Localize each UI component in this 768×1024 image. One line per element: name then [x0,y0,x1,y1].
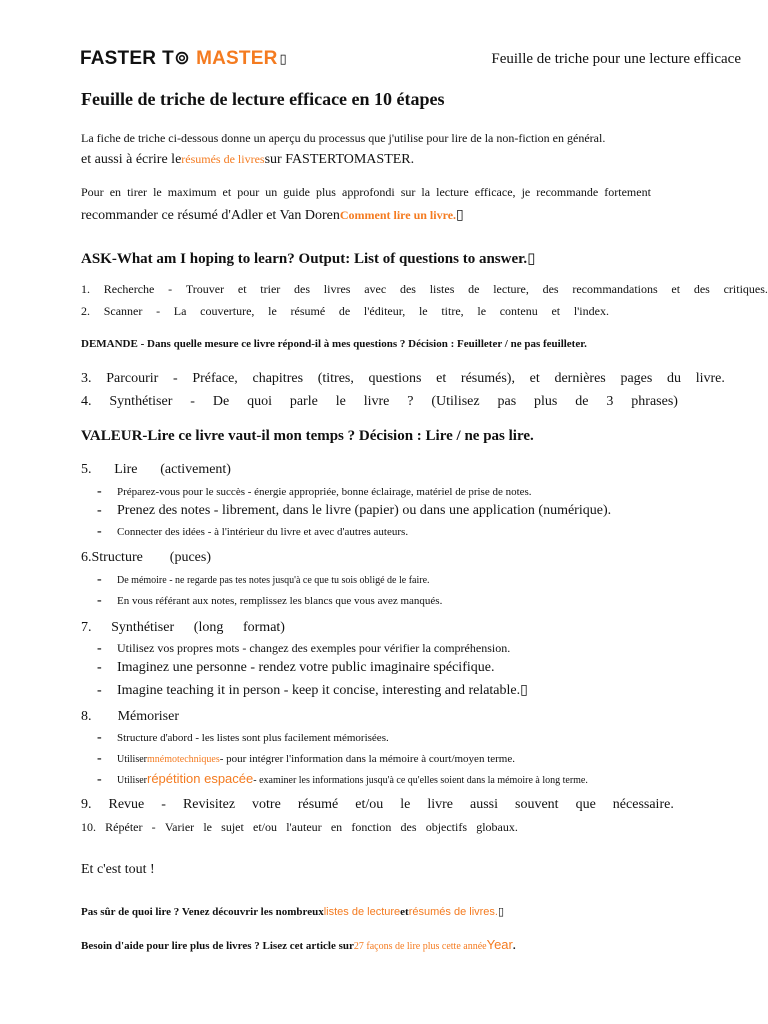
word: le [477,304,487,318]
word: La [173,304,187,318]
word: tirer [127,185,148,199]
word: sujet [221,820,244,834]
word: couverture, [200,304,255,318]
word: livres [323,282,351,296]
word: et [237,282,247,296]
word: recommandations [572,282,658,296]
list-item: - En vous référant aux notes, remplissez les blancs que vous avez manqués. [97,593,443,608]
word: De [212,394,230,409]
word: de [468,282,480,296]
word: fortement [604,185,651,199]
word: 7. [81,620,92,635]
intro-line-4: recommander ce résumé d'Adler et Van DorenComment lire un livre.▯ [81,208,464,223]
missing-glyph-icon: ▯ [279,51,287,66]
step-3-browse [81,371,725,387]
header-title: Feuille de triche pour une lecture efficace [491,51,741,67]
word: trier [260,282,281,296]
spaced-repetition-link[interactable]: répétition espacée [147,771,254,786]
reading-lists-line: Pas sûr de quoi lire ? Venez découvrir les nombreuxlistes de lectureetrésumés de livres.▯ [81,906,505,918]
word: résumés), [460,371,515,386]
intro-line-3 [81,185,651,200]
word: format) [242,620,285,635]
word: Trouver [185,282,225,296]
word: Préface, [192,371,238,386]
faster-to-master-logo[interactable]: FASTER T⊚ MASTER ▯ [80,48,287,69]
step-6-structure [81,550,211,566]
word: de [338,304,351,318]
word: l'auteur [286,820,322,834]
word: questions [368,371,422,386]
closing-text: Et c'est tout ! [81,862,155,877]
step-2-scan [81,304,609,319]
word: lecture, [493,282,529,296]
word: un [265,185,278,199]
list-item: - Prenez des notes - librement, dans le livre (papier) ou dans une application (numérique). [97,503,612,518]
word: nécessaire. [612,797,674,812]
word: le [268,304,277,318]
word: résumé [297,797,339,812]
mnemonics-link[interactable]: mnémotechniques [147,754,220,765]
word: livre [363,394,390,409]
word: titre, [441,304,464,318]
word: l'éditeur, [363,304,406,318]
step-8-memorize [81,709,179,725]
word: recommande [536,185,599,199]
ways-to-read-more-link[interactable]: 27 façons de lire plus cette année [353,941,487,952]
word: lecture [436,185,469,199]
word: 4. [81,394,92,409]
word: 3 [606,394,614,409]
word: pas [497,394,517,409]
word: maximum [167,185,217,199]
word: fonction [351,820,392,834]
missing-glyph-icon: ▯ [497,906,505,918]
word: parle [289,394,318,409]
word: avec [364,282,387,296]
word: livre. [695,371,725,386]
word: critiques. [723,282,768,296]
word: (titres, [317,371,354,386]
read-more-line: Besoin d'aide pour lire plus de livres ? Lisez cet article sur27 façons de lire plus cette annéeYear. [81,937,516,952]
word: - [161,797,166,812]
list-item: - Structure d'abord - les listes sont plus facilement mémorisées. [97,730,389,745]
list-item: - Utiliser répétition espacée - examiner les informations jusqu'à ce qu'elles soient dans la mémoire à long terme. [97,771,588,787]
word: le [335,394,346,409]
word: Revisitez [182,797,236,812]
intro-line-1: La fiche de triche ci-dessous donne un aperçu du processus que j'utilise pour lire de la non-fiction en général. [81,131,606,145]
word: la [421,185,431,199]
valeur-heading: VALEUR-Lire ce livre vaut-il mon temps ? Décision : Lire / ne pas lire. [81,428,534,444]
word: et/ou [253,820,278,834]
list-item: - Imagine teaching it in person - keep it concise, interesting and relatable. ▯ [97,683,528,698]
word: - [151,820,156,834]
word: je [521,185,531,199]
word: - [190,394,195,409]
word: le [400,797,411,812]
word: efficace, [474,185,516,199]
word: et [551,304,561,318]
word: Répéter [105,820,143,834]
word: 1. [81,282,90,296]
word: Varier [164,820,195,834]
word: le [153,185,162,199]
word: 2. [81,304,90,318]
step-4-synthesize [81,394,678,410]
word: objectifs [425,820,468,834]
word: plus [315,185,336,199]
word: des [294,282,311,296]
word: livre [427,797,454,812]
word: pour [237,185,260,199]
word: et [436,371,447,386]
book-summaries-link[interactable]: résumés de livres. [408,906,498,918]
step-7-synthesize-long [81,620,285,636]
word: résumé [290,304,326,318]
missing-glyph-icon: ▯ [520,683,528,698]
word: listes [429,282,455,296]
word: phrases) [631,394,678,409]
word: le [203,820,212,834]
word: aussi [470,797,499,812]
book-summaries-link[interactable]: résumés de livres [181,152,265,166]
word: et [671,282,681,296]
list-item: - De mémoire - ne regarde pas tes notes jusqu'à ce que tu sois obligé de le faire. [97,572,430,587]
list-item: - Connecter des idées - à l'intérieur du livre et avec d'autres auteurs. [97,524,409,539]
list-item: - Imaginez une personne - rendez votre public imaginaire spécifique. [97,660,495,675]
word: souvent [515,797,559,812]
word: (puces) [169,550,211,565]
word: (activement) [160,462,231,477]
word: - [168,282,173,296]
missing-glyph-icon: ▯ [456,208,464,223]
intro-line-2: et aussi à écrire lerésumés de livressur FASTERTOMASTER. [81,152,415,167]
word: des [400,820,417,834]
year-link[interactable]: Year [486,937,513,952]
word: Synthétiser [111,620,175,635]
list-item: - Utilisez vos propres mots - changez des exemples pour vérifier la compréhension. [97,641,511,656]
word: contenu [499,304,538,318]
step-1-research [81,282,768,297]
word: en [109,185,122,199]
word: Revue [108,797,145,812]
word: sur [400,185,416,199]
word: 6.Structure [81,550,143,565]
step-9-review [81,797,674,813]
word: dernières [554,371,606,386]
word: des [542,282,559,296]
page-title: Feuille de triche de lecture efficace en 10 étapes [81,89,445,109]
list-item: - Préparez-vous pour le succès - énergie appropriée, bonne éclairage, matériel de prise de notes. [97,484,532,499]
word: pages [620,371,653,386]
word: Synthétiser [109,394,173,409]
word: le [418,304,428,318]
word: approfondi [342,185,395,199]
missing-glyph-icon: ▯ [527,251,536,267]
word: du [667,371,682,386]
word: Lire [114,462,138,477]
word: guide [283,185,310,199]
step-5-read [81,462,231,478]
word: ? [407,394,414,409]
demande-heading: DEMANDE - Dans quelle mesure ce livre répond-il à mes questions ? Décision : Feuilleter / ne pas feuilleter. [81,338,587,350]
list-item: - Utiliser mnémotechniques - pour intégrer l'information dans la mémoire à court/moyen terme. [97,751,515,766]
word: votre [252,797,281,812]
word: et [529,371,540,386]
word: Pour [81,185,104,199]
step-10-repeat [81,820,518,835]
word: - [156,304,161,318]
word: chapitres [252,371,304,386]
word: - [172,371,178,386]
word: 5. [81,462,92,477]
word: (long [193,620,224,635]
word: Scanner [103,304,143,318]
word: quoi [247,394,272,409]
word: des [399,282,416,296]
word: Parcourir [106,371,159,386]
word: en [330,820,343,834]
reading-lists-link[interactable]: listes de lecture [323,906,401,918]
word: (Utilisez [431,394,480,409]
word: globaux. [476,820,518,834]
word: 8. [81,709,92,724]
word: Mémoriser [117,709,179,724]
word: 10. [81,820,96,834]
word: que [575,797,596,812]
word: de [575,394,589,409]
ask-heading: ASK-What am I hoping to learn? Output: List of questions to answer.▯ [81,251,536,267]
word: l'index. [573,304,609,318]
word: et [222,185,232,199]
how-to-read-a-book-link[interactable]: Comment lire un livre. [339,208,457,222]
word: 9. [81,797,92,812]
word: 3. [81,371,92,386]
word: et/ou [355,797,384,812]
word: Recherche [103,282,155,296]
word: plus [534,394,558,409]
word: des [693,282,710,296]
